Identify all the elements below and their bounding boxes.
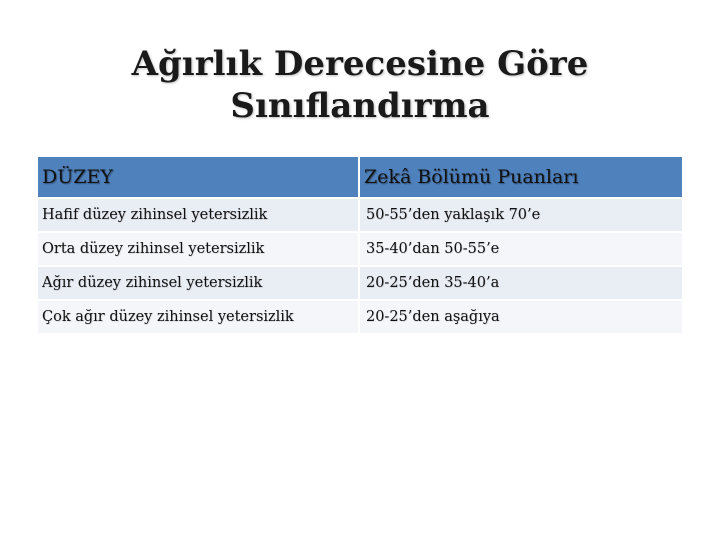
iq-range-cell: 20-25’den 35-40’a	[360, 267, 682, 299]
iq-range-cell: 35-40’dan 50-55’e	[360, 233, 682, 265]
level-cell: Orta düzey zihinsel yetersizlik	[38, 233, 358, 265]
table-row	[38, 301, 682, 333]
slide-title	[60, 43, 660, 127]
iq-range-cell: 50-55’den yaklaşık 70’e	[360, 199, 682, 231]
classification-table	[36, 155, 684, 335]
level-cell: Hafif düzey zihinsel yetersizlik	[38, 199, 358, 231]
table-row	[38, 267, 682, 299]
table-header-row	[38, 157, 682, 197]
iq-range-cell: 20-25’den aşağıya	[360, 301, 682, 333]
slide-title-line-1: Ağırlık Derecesine Göre	[131, 43, 589, 84]
level-cell: Ağır düzey zihinsel yetersizlik	[38, 267, 358, 299]
slide-title-line-2: Sınıflandırma	[230, 85, 490, 126]
level-cell: Çok ağır düzey zihinsel yetersizlik	[38, 301, 358, 333]
table-row	[38, 199, 682, 231]
header-iq-scores: Zekâ Bölümü Puanları	[360, 157, 682, 197]
table-row	[38, 233, 682, 265]
header-level: DÜZEY	[38, 157, 358, 197]
